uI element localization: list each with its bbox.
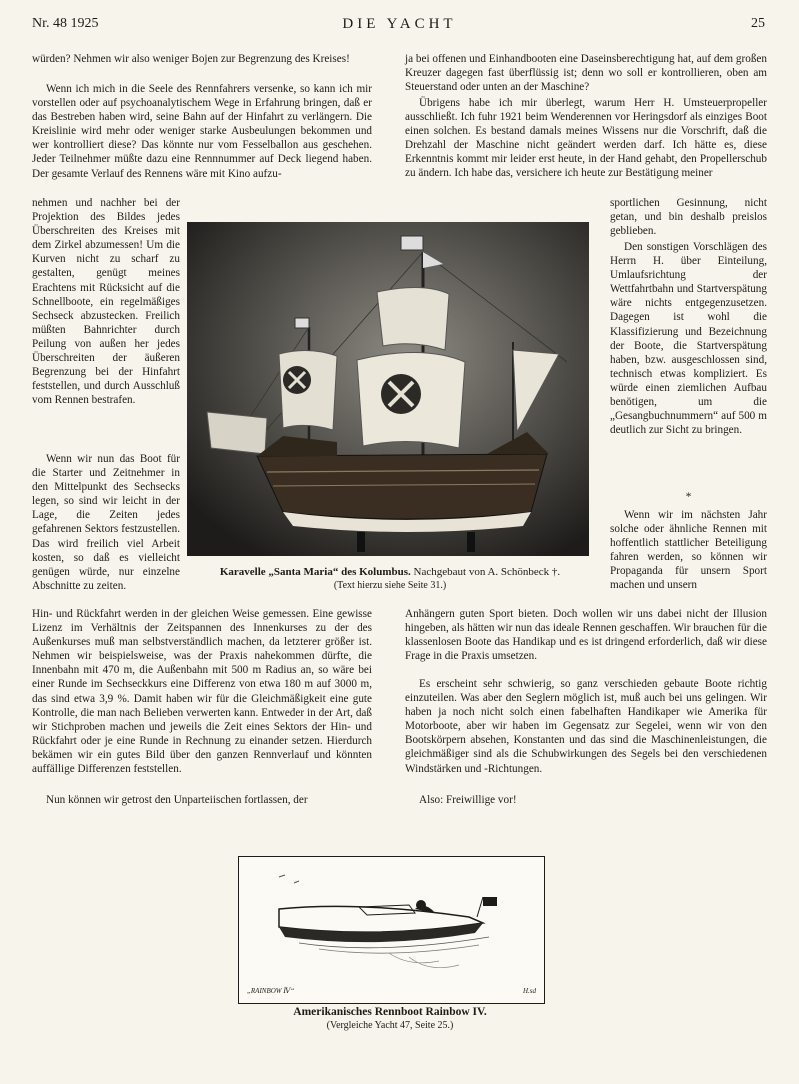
right-paragraph-6: Anhängern guten Sport bieten. Doch wollen wir uns dabei nicht der Illusion hingeben, als hätten wir nun das ideale Rennen geschaffen. Wir brauchen für die klassenlosen Boote das Handikap und es ist dringend erforderlich, daß wir diese Frage in die Praxis umsetzen.: [405, 608, 767, 663]
caravel-illustration: [187, 222, 589, 556]
drawing-signature: H.sd: [522, 987, 536, 995]
left-paragraph-4: Wenn wir nun das Boot für die Starter und Zeitnehmer in den Mittelpunkt des Sechsecks legen, so sind wir leicht in der Lage, die Zeiten jedes gefahrenen Sektors festzustellen. Das wird freilich viel Arbeit kosten, so daß es vielleicht genügen würde, nur einzelne Abschnitte zu zeiten.: [32, 453, 180, 592]
drawing-label: „RAINBOW Ⅳ“: [247, 987, 295, 995]
left-paragraph-5: Hin- und Rückfahrt werden in der gleichen Weise gemessen. Eine gewisse Lizenz im Verhältnis der Zeitspannen des Innenkurses zu der des Außenkurses muß man selbstverständlich machen, da letzterer größer ist. Nehmen wir beispielsweise, was der Praxis nahekommen dürfte, die Innenbahn mit 470 m, die Außenbahn mit 500 m Radius an, so wäre bei einer Runde im Sechseckkurs eine Differenz von etwa 180 m auf 3000 m, das sind etwa 3,9 %. Damit haben wir für die Gleichmäßigkeit eine gute Kontrolle, die man nach Belieben verwerten kann. Entweder in der Art, daß wir Stichproben machen und jeweils die Zeit eines Sektors der Hin- und Rückfahrt oder je eine Runde in Rechnung zu einander setzen. Hierdurch bekämen wir ein gutes Bild über den ganzen Rennverlauf und könnten auffällige Differenzen feststellen.: [32, 608, 372, 776]
right-paragraph-7: Es erscheint sehr schwierig, so ganz verschieden gebaute Boote richtig einzuteilen. Was aber den Seglern möglich ist, muß auch bei uns gelingen. Wir haben ja noch nicht solch einen fabelhaften Handikaper wie Amerika für Motorboote, aber wir haben im Gegensatz zur Segelei, wenn wir von den Bootskörpern absehen, Konstanten und das sind die Maschinenleistungen, die gleichmäßiger sind als die Schubwirkungen des Segels bei den verschiedenen Windstärken und -Richtungen.: [405, 678, 767, 775]
issue-number: Nr. 48 1925: [32, 16, 99, 31]
section-divider-asterisk: *: [685, 491, 692, 503]
right-paragraph-1: ja bei offenen und Einhandbooten eine Daseinsberechtigung hat, auf dem großen Kreuzer dagegen fast überflüssig ist; denn wo soll er kontrollieren, oben am Steuerstand oder unten an der Maschine?: [405, 53, 767, 94]
right-paragraph-4: Den sonstigen Vorschlägen des Herrn H. über Einteilung, Umlaufsrichtung der Wettfahrtbahn und Startverspätung wäre nichts entgegenzusetzen. Dagegen ist wohl die Klassifizierung und Bezeichnung der Boote, die Startverspätung haben, bzw. ausgeschlossen sind, technisch etwas kompliziert. Es würde einen ziemlichen Aufbau benötigen, um die „Gesangbuchnummern“ auf 500 m deutlich zur Sicht zu bringen.: [610, 241, 767, 437]
right-paragraph-2: Übrigens habe ich mir überlegt, warum Herr H. Umsteuerpropeller ausschließt. Ich fuhr 1921 beim Wenderennen vor Heringsdorf als einziges Boot einen solchen. Es bestand damals meines Wissens nur die Vorschrift, daß die Drehzahl der Maschine nicht geändert werden darf. Ich hätte es, diese Erkenntnis kommt mir leider erst heute, in der Hand gehabt, den Propellerschub zu ändern. Ich habe das, versichere ich heute zur Bestätigung meiner: [405, 97, 767, 180]
right-paragraph-5: Wenn wir im nächsten Jahr solche oder ähnliche Rennen mit hoffentlich stattlicher Beteiligung fahren werden, so können wir Propaganda für unsern Sport machen und unsern: [610, 509, 767, 592]
caravel-photo: [187, 222, 589, 556]
photo-caption: Karavelle „Santa Maria“ des Kolumbus. Nachgebaut von A. Schönbeck †.: [219, 566, 561, 578]
right-paragraph-8: Also: Freiwillige vor!: [419, 794, 517, 806]
left-paragraph-6: Nun können wir getrost den Unparteiischen fortlassen, der: [46, 794, 308, 806]
right-paragraph-3: sportlichen Gesinnung, nicht getan, und bin deshalb preislos geblieben.: [610, 197, 767, 238]
left-paragraph-3: nehmen und nachher bei der Projektion des Bildes jedes Überschreiten des Kreises mit dem Zirkel abzumessen! Um die Kurven nicht zu scharf zu gestalten, genügt meines Erachtens mit Rücksicht auf die Schnellboote, ein regelmäßiges Sechseck abzustecken. Freilich müßten Bahnrichter durch Peilung von außen her jedes Überschreiten der äußeren Begrenzung bei der Hinfahrt feststellen, und durch Ausschluß vom Rennen bestrafen.: [32, 197, 180, 407]
drawing-caption-reference: (Vergleiche Yacht 47, Seite 25.): [326, 1020, 454, 1031]
page-number: 25: [751, 16, 765, 31]
rainbow-boat-drawing: [238, 856, 545, 1004]
journal-title: DIE YACHT: [342, 16, 457, 32]
photo-caption-reference: (Text hierzu siehe Seite 31.): [333, 580, 447, 591]
left-paragraph-2: Wenn ich mich in die Seele des Rennfahrers versenke, so kann ich mir vorstellen oder auf psychoanalytischem Wege in Erfahrung bringen, daß er das Bestreben haben wird, seine Bahn auf der Hinfahrt zu verlängern. Die Kreislinie wird mehr oder weniger starke Ausbeulungen bekommen und wer kontrolliert diese? Das könnte nur vom Fesselballon aus geschehen. Jeder Teilnehmer müßte dazu eine Rennnummer auf Deck liegend haben. Der gesamte Verlauf des Rennens wäre mit Kino aufzu-: [32, 83, 372, 180]
speedboat-illustration: [239, 857, 544, 1003]
drawing-caption: Amerikanisches Rennboot Rainbow IV.: [293, 1006, 487, 1018]
left-paragraph-1: würden? Nehmen wir also weniger Bojen zur Begrenzung des Kreises!: [32, 53, 350, 65]
